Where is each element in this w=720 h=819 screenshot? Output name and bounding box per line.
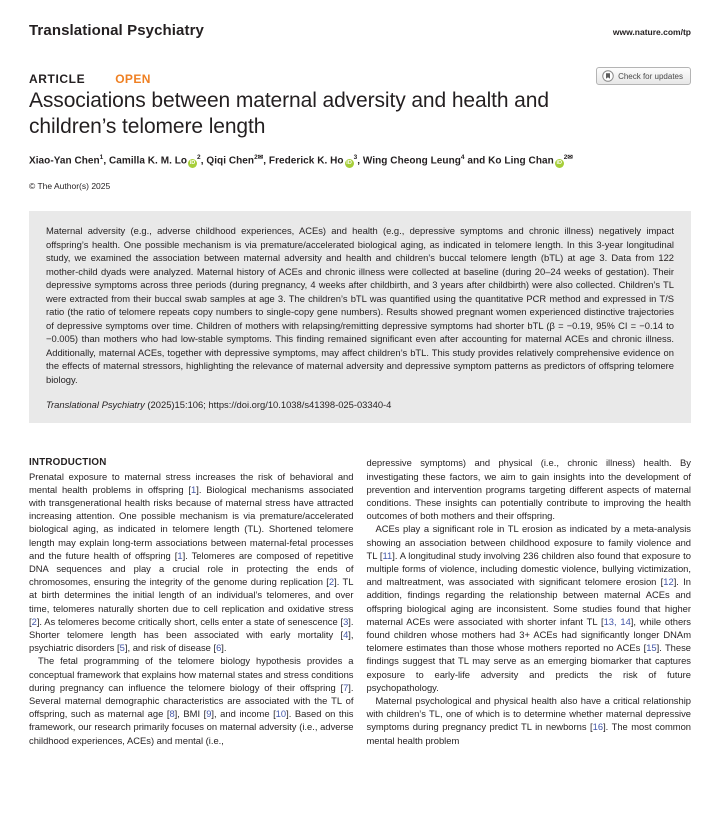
reference-link[interactable]: 6 — [216, 642, 222, 654]
reference-link[interactable]: 16 — [592, 721, 604, 733]
paragraph: The fetal programming of the telomere biology hypothesis provides a conceptual framework that explains how maternal states and stress conditions during pregnancy can influence the telomere biology of their offspring [7]. Several maternal demographic characteristics are associated with the TL of offspring, such as maternal age [8], BMI [9], and income [10]. Based on this framework, our research primarily focuses on maternal adversity (i.e., adverse childhood experiences, ACEs) and mental (i.e., — [29, 655, 354, 746]
paragraph: ACEs play a significant role in TL erosion as indicated by a meta-analysis showing an association between childhood exposure to family violence and TL [11]. A longitudinal study involving 236 children also found that exposure to multiple forms of violence, including domestic violence, bullying victimization, and maltreatment, was associated with significant telomere erosion [12]. In addition, findings regarding the relationship between maternal ACEs and offspring biological aging are inconsistent. Some studies found that higher maternal ACEs were associated with shorter infant TL [13, 14], while others found children whose mothers had 3+ ACEs had significantly longer DNAm telomere estimates than those whose mothers reported no ACEs [15]. These findings suggest that TL may serve as an emerging biomarker that captures exposure to early-life adversity and predicts the risk of future psychopathology. — [366, 523, 692, 693]
reference-link[interactable]: 10 — [275, 708, 287, 720]
abstract-box — [29, 211, 691, 423]
author-name: Frederick K. Ho — [268, 155, 344, 167]
abstract-text: Maternal adversity (e.g., adverse childhood experiences, ACEs) and health (e.g., depressive symptoms and chronic illness) negatively impact offspring’s health. One possible mechanism is via premature/accelerated biological aging, as indicated in telomere length. In this 3-year longitudinal study, we examined the association between maternal adversity and health and children’s buccal telomere length (bTL) at age 3. Data from 122 mother-child dyads were analyzed. Maternal history of ACEs and chronic illness were collected at baseline (during 20–24 weeks of gestation). Their depressive symptoms across three periods (during pregnancy, 4 weeks after childbirth, and 3 years after childbirth) were also collected. Children’s TL were extracted from their buccal swab samples at age 3. The children’s bTL was quantified using the quantitative PCR method and expressed in T/S ratio (the ratio of telomere repeats copy numbers to single-copy gene numbers). Results showed pregnant women experienced distinctive trajectories of depressive symptoms over time. Children of mothers with relapsing/remitting depressive symptoms had shorter bTL (β = −0.19, 95% CI = −0.14 to −0.005) than mothers who had low-stable symptoms. This finding remained significant even after accounting for maternal ACEs and chronic illness. Additionally, maternal ACEs, together with depressive symptoms, may affect children’s bTL. This study provides relatively comprehensive evidence on the effects of maternal stressors, highlighting the relevance of maternal adversity and depressive symptom patterns as predictors of offspring telomere biology. — [46, 225, 674, 385]
right-column-paragraphs — [367, 456, 692, 746]
author-affiliation-sup: 2 — [197, 154, 201, 161]
reference-link[interactable]: 5 — [119, 642, 125, 654]
paragraph: depressive symptoms) and physical (i.e., chronic illness) health. By investigating these factors, we aim to gain insights into the development of prevention and intervention programs targeting different aspects of maternal conditions. These insights can potentially contribute to improving the health outcomes of both mothers and their offspring. — [366, 457, 691, 522]
introduction-heading: INTRODUCTION — [29, 457, 107, 469]
email-icon[interactable]: ✉ — [257, 154, 264, 161]
check-for-updates-label: Check for updates — [618, 71, 683, 81]
author-name: Ko Ling Chan — [488, 155, 554, 167]
email-icon[interactable]: ✉ — [567, 154, 573, 161]
author-affiliation-sup: 4 — [460, 154, 465, 161]
citation-line — [46, 399, 674, 410]
page-header — [29, 0, 691, 39]
citation-volume-page: (2025)15:106; — [144, 399, 209, 411]
crossmark-icon — [602, 70, 614, 82]
reference-link[interactable]: 8 — [169, 708, 175, 720]
reference-link[interactable]: 7 — [343, 681, 349, 693]
left-column-paragraphs — [29, 470, 354, 747]
reference-link[interactable]: 9 — [206, 708, 212, 720]
article-title: Associations between maternal adversity and health and children’s telomere length — [29, 89, 549, 138]
citation-journal-name: Translational Psychiatry — [46, 399, 145, 411]
journal-site-link[interactable]: www.nature.com/tp — [612, 27, 691, 37]
orcid-icon[interactable]: iD — [346, 160, 352, 167]
reference-link[interactable]: 15 — [646, 642, 657, 654]
reference-link[interactable]: 4 — [343, 628, 349, 640]
reference-link[interactable]: 1 — [177, 549, 183, 561]
orcid-icon[interactable]: iD — [189, 160, 196, 167]
right-column — [367, 456, 692, 746]
author-affiliation-sup: 2 — [563, 154, 568, 161]
author-name: Xiao-Yan Chen — [29, 155, 100, 167]
authors-line: Xiao-Yan Chen$^1$, Camilla K. M. Lo $iD^2$, Qiqi Chen$^{2✉}$, Frederick K. Ho $iD^3$, Wing Cheong Leung$^4$ and Ko Ling Chan $iD^{2✉}$ — [29, 154, 573, 167]
author-name: Qiqi Chen — [206, 155, 255, 167]
reference-link[interactable]: 2 — [328, 576, 335, 588]
author-affiliation-sup: 2 — [254, 154, 258, 161]
author-affiliation-sup: 3 — [353, 154, 358, 161]
doi-link[interactable]: https://doi.org/10.1038/s41398-025-03340-4 — [208, 399, 392, 411]
paragraph: Maternal psychological and physical health also have a critical relationship with children’s TL, one of which is to determine whether maternal depressive symptoms during pregnancy predict TL in newborns [16]. The most common mental health problem — [366, 694, 691, 746]
author-affiliation-sup: 1 — [99, 154, 104, 161]
left-column — [29, 456, 354, 746]
reference-link[interactable]: 3 — [343, 615, 349, 627]
reference-link[interactable]: 12 — [663, 576, 674, 588]
paragraph: Prenatal exposure to maternal stress increases the risk of behavioral and mental health problems in offspring [1]. Biological mechanisms associated with transgenerational health risks because of maternal stress have attracted increasing attention. One possible mechanism is via premature/accelerated biological aging, as indicated in telomere length (TL). Shortened telomere length may explain long-term associations between maternal-fetal processes and the future health of offspring [1]. Telomeres are composed of repetitive DNA sequences and play a crucial role in protecting the ends of chromosomes, ensuring the integrity of the genome during replication [2]. TL at birth determines the initial length of an individual’s telomeres, and over time, telomeres naturally shorten due to cell replication and oxidative stress [2]. As telomeres become critically short, cells enter a state of senescence [3]. Shorter telomere length has been associated with early mortality [4], psychiatric disorders [5], and risk of disease [6]. — [29, 470, 354, 654]
check-for-updates-button[interactable] — [596, 67, 691, 85]
article-type-label: ARTICLE — [29, 72, 86, 86]
article-meta-row — [29, 70, 691, 88]
reference-link[interactable]: 11 — [382, 549, 393, 561]
copyright-notice: © The Author(s) 2025 — [29, 181, 111, 192]
author-name: Camilla K. M. Lo — [109, 155, 188, 167]
reference-link[interactable]: 13, 14 — [603, 615, 631, 627]
body-columns — [29, 456, 691, 746]
open-access-label: OPEN — [115, 72, 151, 86]
author-name: Wing Cheong Leung — [362, 155, 461, 167]
reference-link[interactable]: 2 — [31, 615, 37, 627]
orcid-icon[interactable]: iD — [556, 160, 563, 167]
reference-link[interactable]: 1 — [191, 483, 197, 495]
journal-name: Translational Psychiatry — [29, 22, 204, 39]
